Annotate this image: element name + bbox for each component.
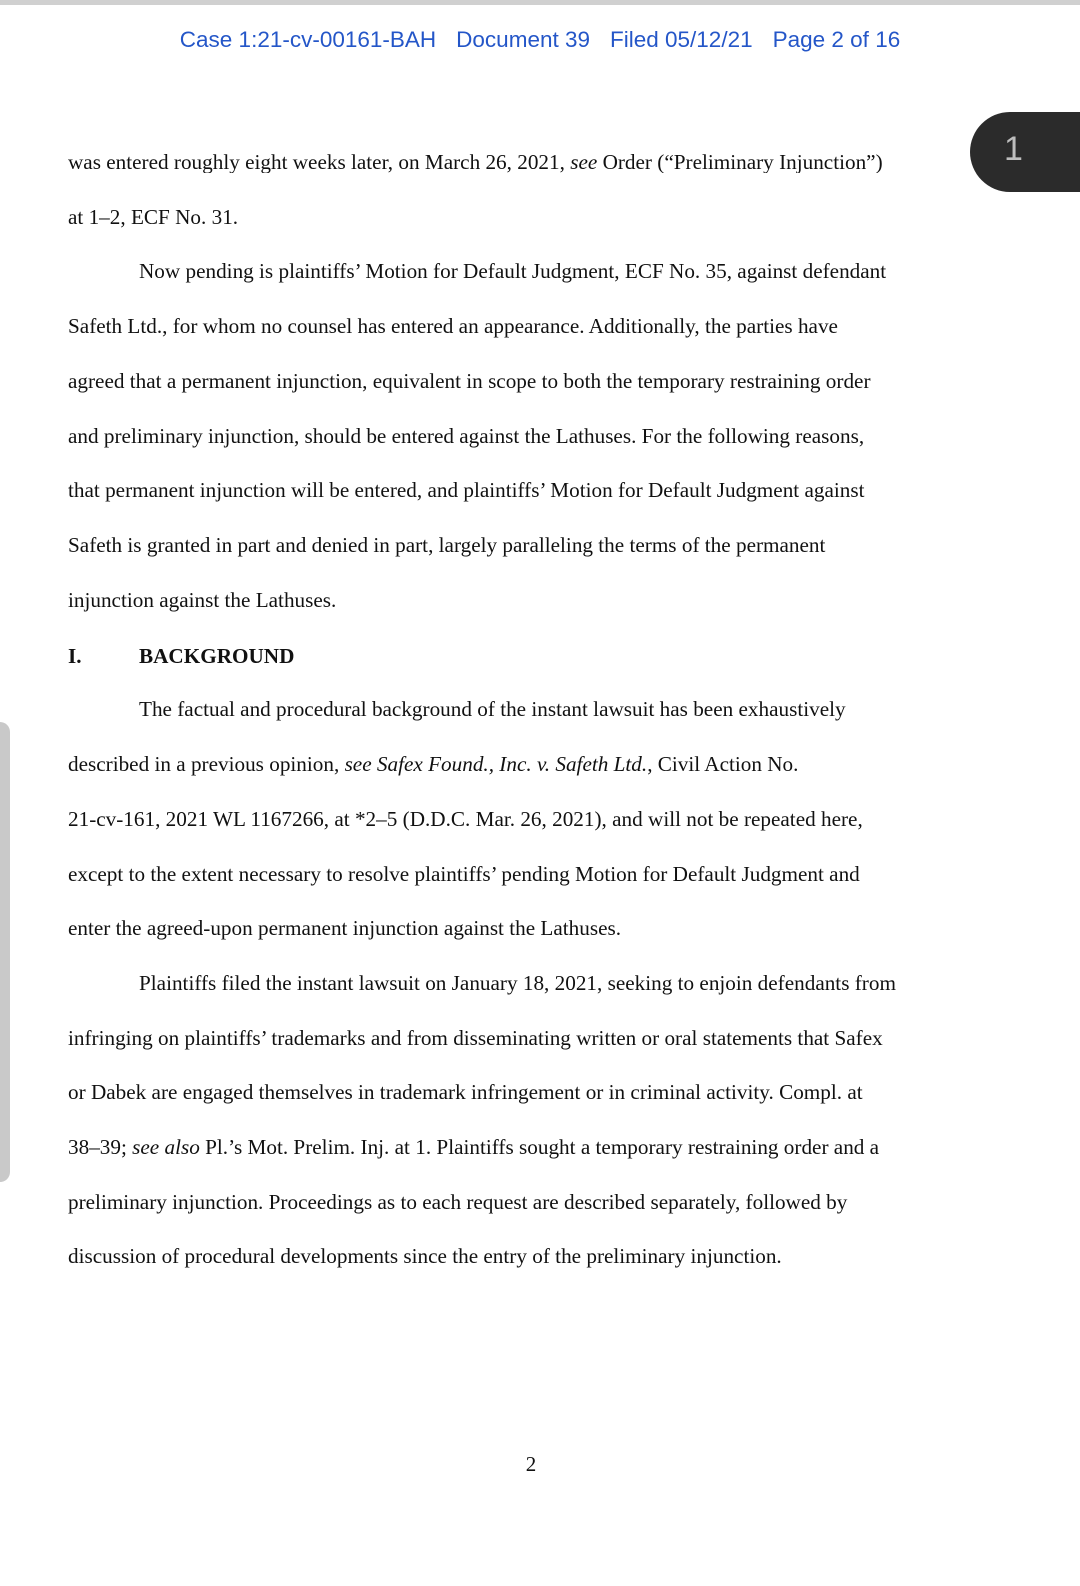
body-line: agreed that a permanent injunction, equivalent in scope to both the temporary restraining order [68, 369, 871, 393]
body-line: infringing on plaintiffs’ trademarks and from disseminating written or oral statements that Safex [68, 1026, 883, 1050]
body-line: 21-cv-161, 2021 WL 1167266, at *2–5 (D.D.C. Mar. 26, 2021), and will not be repeated here, [68, 807, 863, 831]
body-line [68, 152, 968, 173]
section-heading: BACKGROUND [139, 644, 295, 668]
body-line: that permanent injunction will be entered, and plaintiffs’ Motion for Default Judgment against [68, 478, 865, 502]
page-number: 2 [525, 1452, 537, 1476]
text-run: Pl.’s Mot. Prelim. Inj. at 1. Plaintiffs sought a temporary restraining order and a [199, 1135, 880, 1159]
section-number: I. [68, 644, 82, 668]
body-line: discussion of procedural developments since the entry of the preliminary injunction. [68, 1244, 782, 1268]
page-count: Page 2 of 16 [772, 27, 901, 52]
text-run: described in a previous opinion, [68, 752, 345, 776]
body-line: injunction against the Lathuses. [68, 588, 337, 612]
body-line: except to the extent necessary to resolve plaintiffs’ pending Motion for Default Judgment and [68, 862, 860, 886]
body-line: Plaintiffs filed the instant lawsuit on January 18, 2021, seeking to enjoin defendants from [139, 971, 896, 995]
italic-text: see Safex Found., Inc. v. Safeth Ltd. [344, 752, 648, 776]
body-line: Safeth Ltd., for whom no counsel has entered an appearance. Additionally, the parties have [68, 314, 838, 338]
scroll-handle[interactable] [0, 722, 10, 1182]
text-run: was entered roughly eight weeks later, on March 26, 2021, [68, 152, 571, 174]
body-line: at 1–2, ECF No. 31. [68, 205, 239, 229]
body-line: and preliminary injunction, should be entered against the Lathuses. For the following reasons, [68, 424, 865, 448]
body-line [68, 754, 798, 775]
body-line: preliminary injunction. Proceedings as to each request are described separately, followed by [68, 1190, 848, 1214]
body-line: or Dabek are engaged themselves in trademark infringement or in criminal activity. Compl. at [68, 1080, 863, 1104]
body-line: Safeth is granted in part and denied in part, largely paralleling the terms of the permanent [68, 533, 826, 557]
top-border [0, 0, 1080, 5]
body-line: The factual and procedural background of the instant lawsuit has been exhaustively [139, 697, 846, 721]
case-number: Case 1:21-cv-00161-BAH [179, 27, 437, 52]
italic-text: see also [132, 1135, 200, 1159]
text-run: , Civil Action No. [647, 752, 799, 776]
filed-date: Filed 05/12/21 [610, 27, 753, 52]
text-run: 38–39; [68, 1135, 133, 1159]
document-number: Document 39 [456, 27, 590, 52]
body-line: enter the agreed-upon permanent injunction against the Lathuses. [68, 916, 622, 940]
italic-text: see [570, 152, 598, 174]
body-line [68, 1137, 879, 1158]
page-indicator-badge[interactable] [970, 112, 1080, 192]
body-line: Now pending is plaintiffs’ Motion for Default Judgment, ECF No. 35, against defendant [139, 259, 887, 283]
text-run: Order (“Preliminary Injunction”) [597, 152, 883, 174]
page-indicator-number: 1 [1004, 130, 1023, 168]
case-header [0, 27, 1080, 53]
